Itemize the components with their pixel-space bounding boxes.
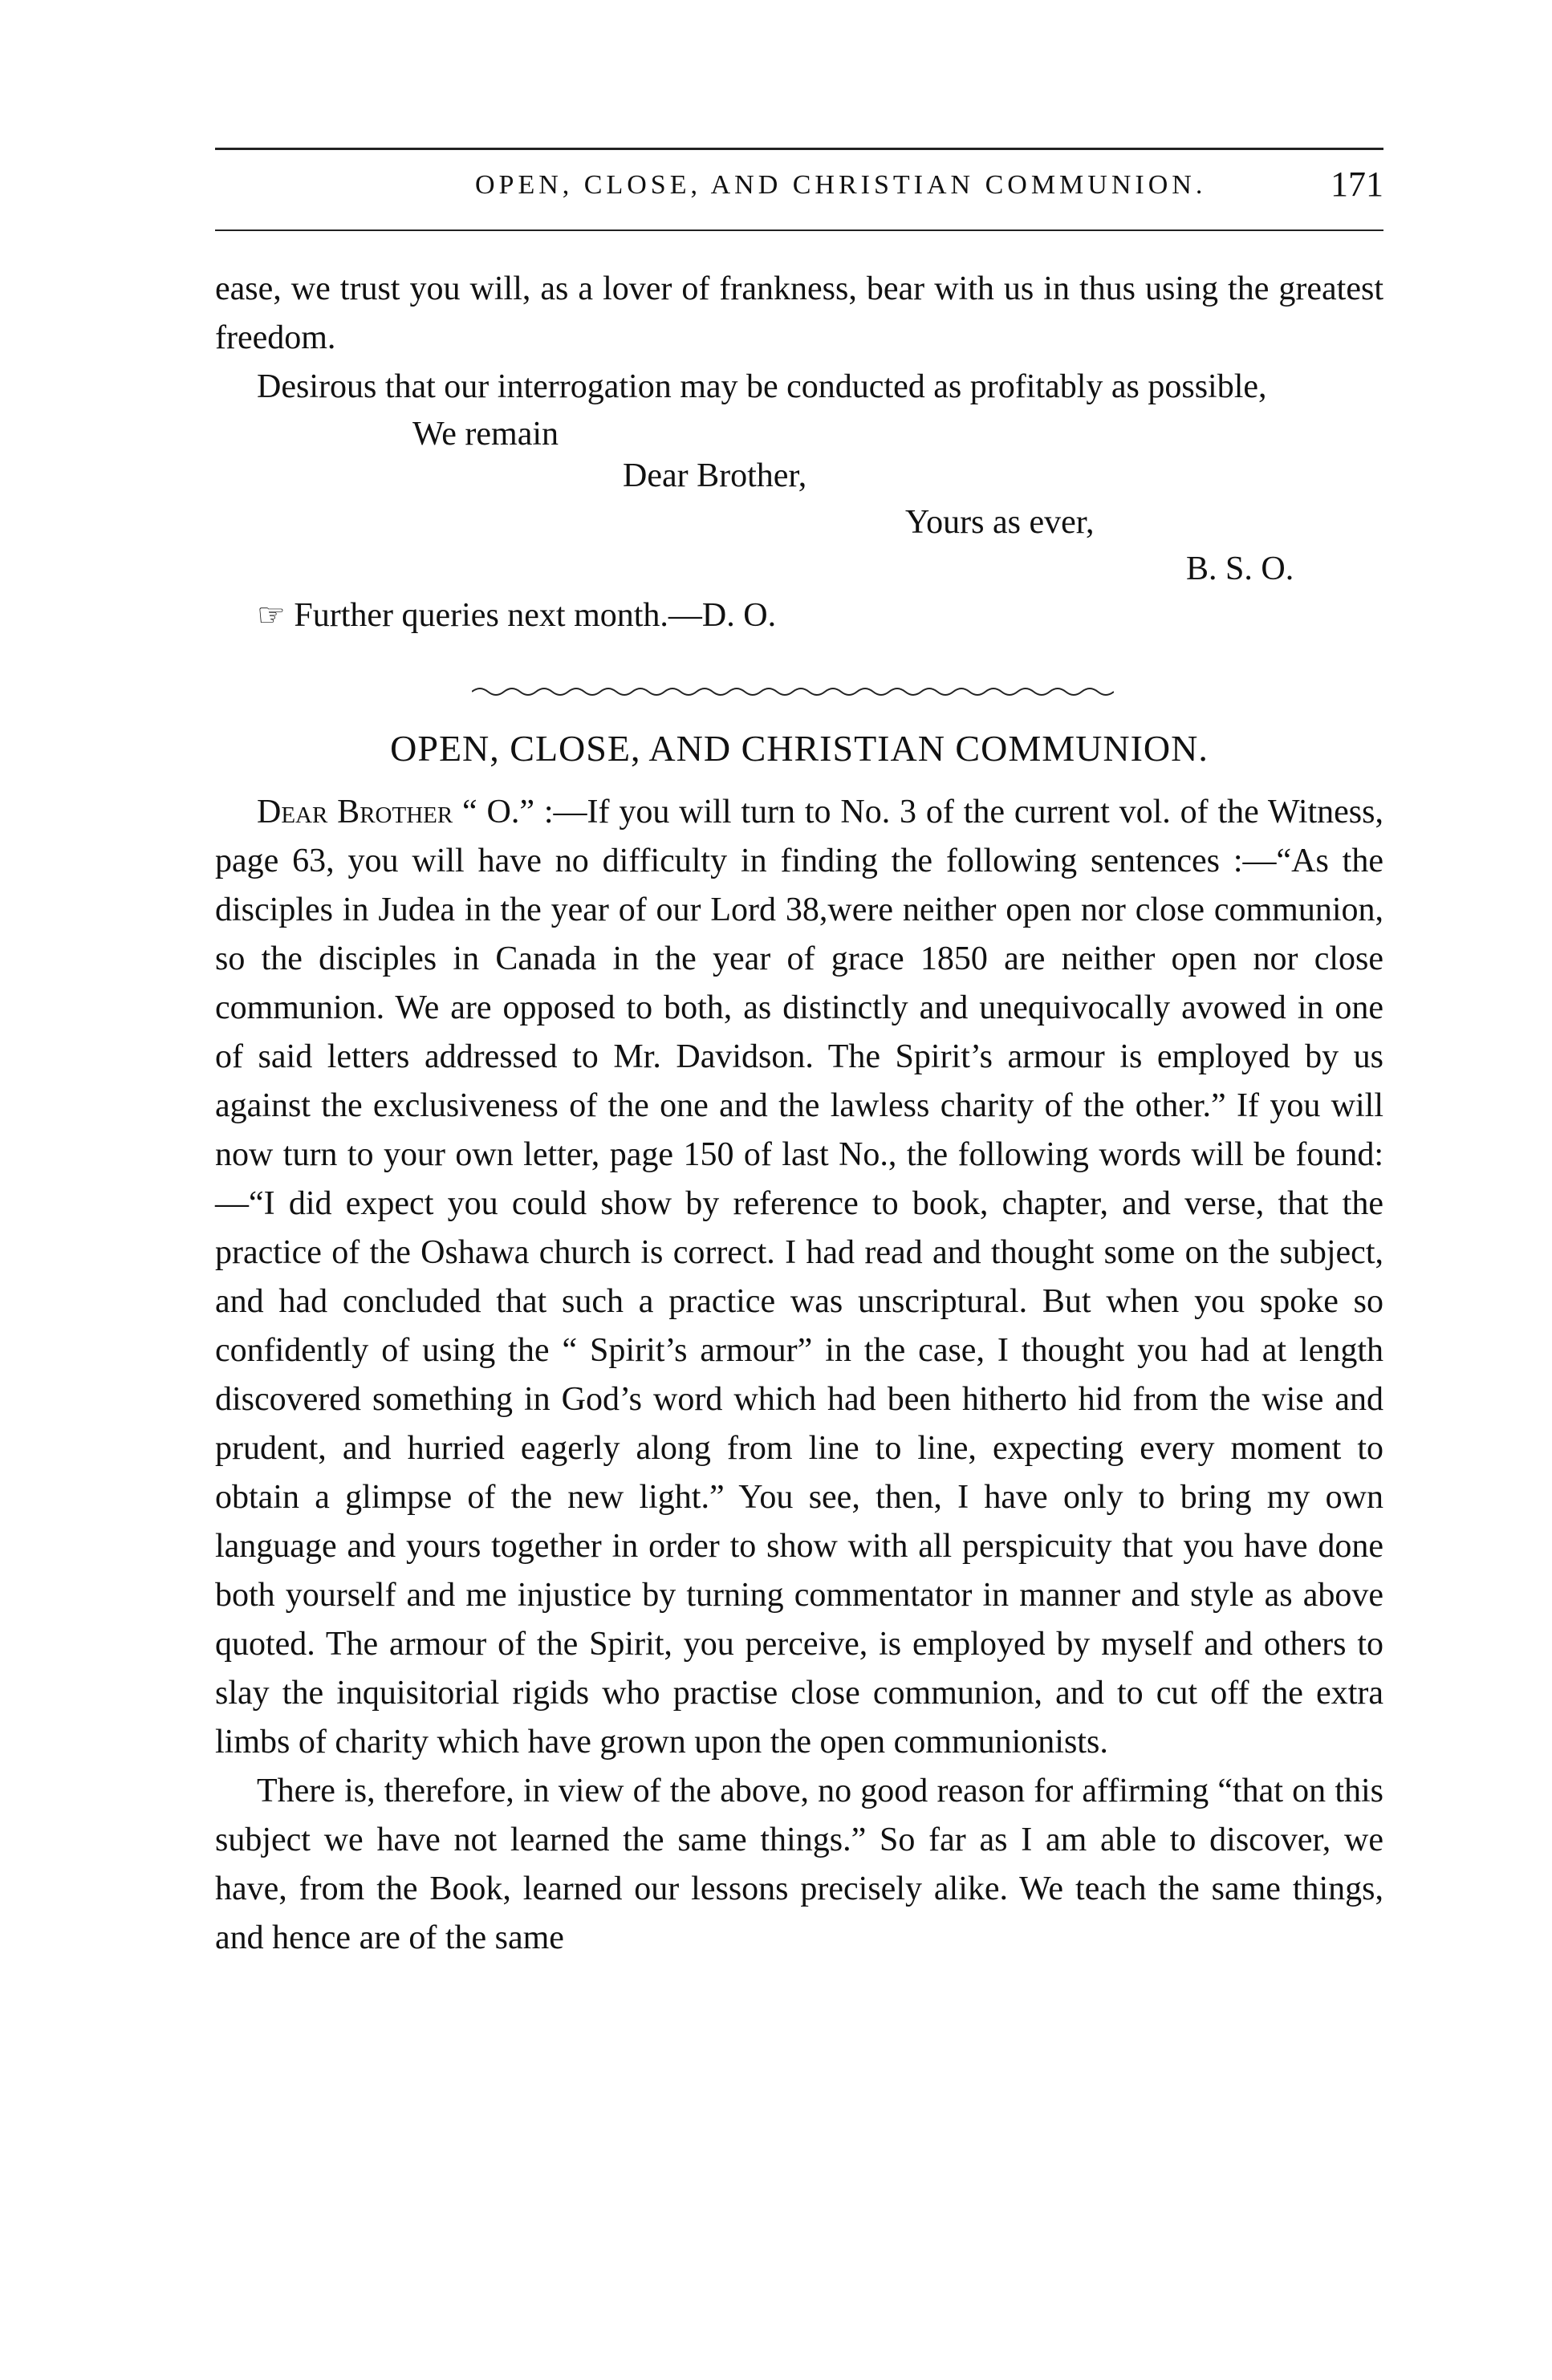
page-number: 171 xyxy=(1331,164,1383,204)
closing-salutation: Dear Brother, xyxy=(623,457,807,494)
article-paragraph: There is, therefore, in view of the above, no good reason for affirming “that on this subject we have not learned the same things.” So far as I am able to discover, we have, from the Book, learned our lessons precisely alike. We teach the same things, and hence are of the same xyxy=(215,1773,1383,1956)
postscript-text: Further queries next month.—D. O. xyxy=(294,597,777,634)
letter-paragraph: Desirous that our interrogation may be conducted as profitably as possible, xyxy=(257,368,1267,405)
salutation: Dear Brother xyxy=(257,794,453,831)
article-body xyxy=(215,788,1383,1963)
closing-yours: Yours as ever, xyxy=(905,504,1095,541)
header-rule-top xyxy=(215,148,1383,150)
closing-we-remain: We remain xyxy=(412,416,559,453)
wavy-divider xyxy=(472,684,1114,700)
signature: B. S. O. xyxy=(1186,550,1294,587)
pointing-hand-icon: ☞ xyxy=(257,597,286,633)
article-title: OPEN, CLOSE, AND CHRISTIAN COMMUNION. xyxy=(390,728,1209,769)
page-header xyxy=(215,160,1383,209)
letter-ending xyxy=(215,265,1383,635)
letter-paragraph: ease, we trust you will, as a lover of frankness, bear with us in thus using the greatest freedom. xyxy=(215,270,1383,356)
letter-closing xyxy=(215,412,1383,604)
article-paragraph xyxy=(215,788,1383,1767)
article-paragraph-text: “ O.” :—If you will turn to No. 3 of the current vol. of the Witness, page 63, you will have no difficulty in finding the following sentences :—“As the disciples in Judea in the year of our Lord 38,were neither open nor close communion, so the disciples in Canada in the year of grace 1850 are neither open nor close communion. We are opposed to both, as distinctly and unequivocally avowed in one of said letters addressed to Mr. Davidson. The Spirit’s armour is employed by us against the exclusiveness of the one and the lawless charity of the other.” If you will now turn to your own letter, page 150 of last No., the following words will be found:—“I did expect you could show by reference to book, chapter, and verse, that the practice of the Oshawa church is correct. I had read and thought some on the subject, and had concluded that such a practice was unscriptural. But when you spoke so confidently of using the “ Spirit’s armour” in the case, I thought you had at length discovered something in God’s word which had been hitherto hid from the wise and prudent, and hurried eagerly along from line to line, expecting every moment to obtain a glimpse of the new light.” You see, then, I have only to bring my own language and yours together in order to show with all perspicuity that you have done both yourself and me injustice by turning commentator in manner and style as above quoted. The armour of the Spirit, you perceive, is employed by myself and others to slay the inquisitorial rigids who practise close communion, and to cut off the extra limbs of charity which have grown upon the open communionists. xyxy=(215,794,1383,1761)
header-rule-bottom xyxy=(215,229,1383,231)
running-head: OPEN, CLOSE, AND CHRISTIAN COMMUNION. xyxy=(475,170,1207,200)
